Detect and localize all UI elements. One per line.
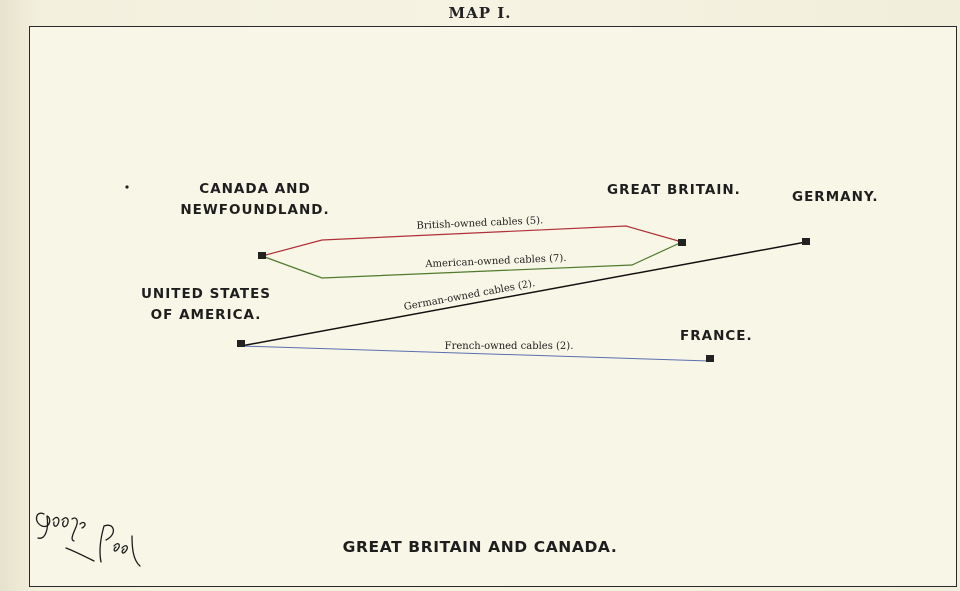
usa-label: [122, 284, 290, 326]
map-subtitle: GREAT BRITAIN AND CANADA.: [342, 538, 618, 556]
american-cable-label: American-owned cables (7).: [425, 252, 567, 271]
ink-dot: [125, 185, 128, 188]
canada-label-line-2: NEWFOUNDLAND.: [180, 202, 330, 218]
france-station-marker: [706, 355, 714, 362]
germany-station-marker: [802, 238, 810, 245]
canada-station-marker: [258, 252, 266, 259]
germany-label: GERMANY.: [792, 189, 879, 205]
great-britain-station-marker: [678, 239, 686, 246]
french-cable-label: French-owned cables (2).: [444, 341, 574, 352]
british-cable-label: British-owned cables (5).: [416, 215, 544, 232]
great-britain-label: GREAT BRITAIN.: [607, 182, 741, 198]
british-cable-line: [262, 226, 682, 256]
german-cable-label: German-owned cables (2).: [403, 278, 537, 313]
canada-label: [170, 179, 340, 221]
usa-label-line-2: OF AMERICA.: [150, 307, 262, 323]
canada-label-line-1: CANADA AND: [199, 181, 311, 197]
map-title: MAP I.: [448, 4, 512, 22]
france-label: FRANCE.: [680, 328, 753, 344]
usa-label-line-1: UNITED STATES: [140, 286, 272, 302]
usa-station-marker: [237, 340, 245, 347]
